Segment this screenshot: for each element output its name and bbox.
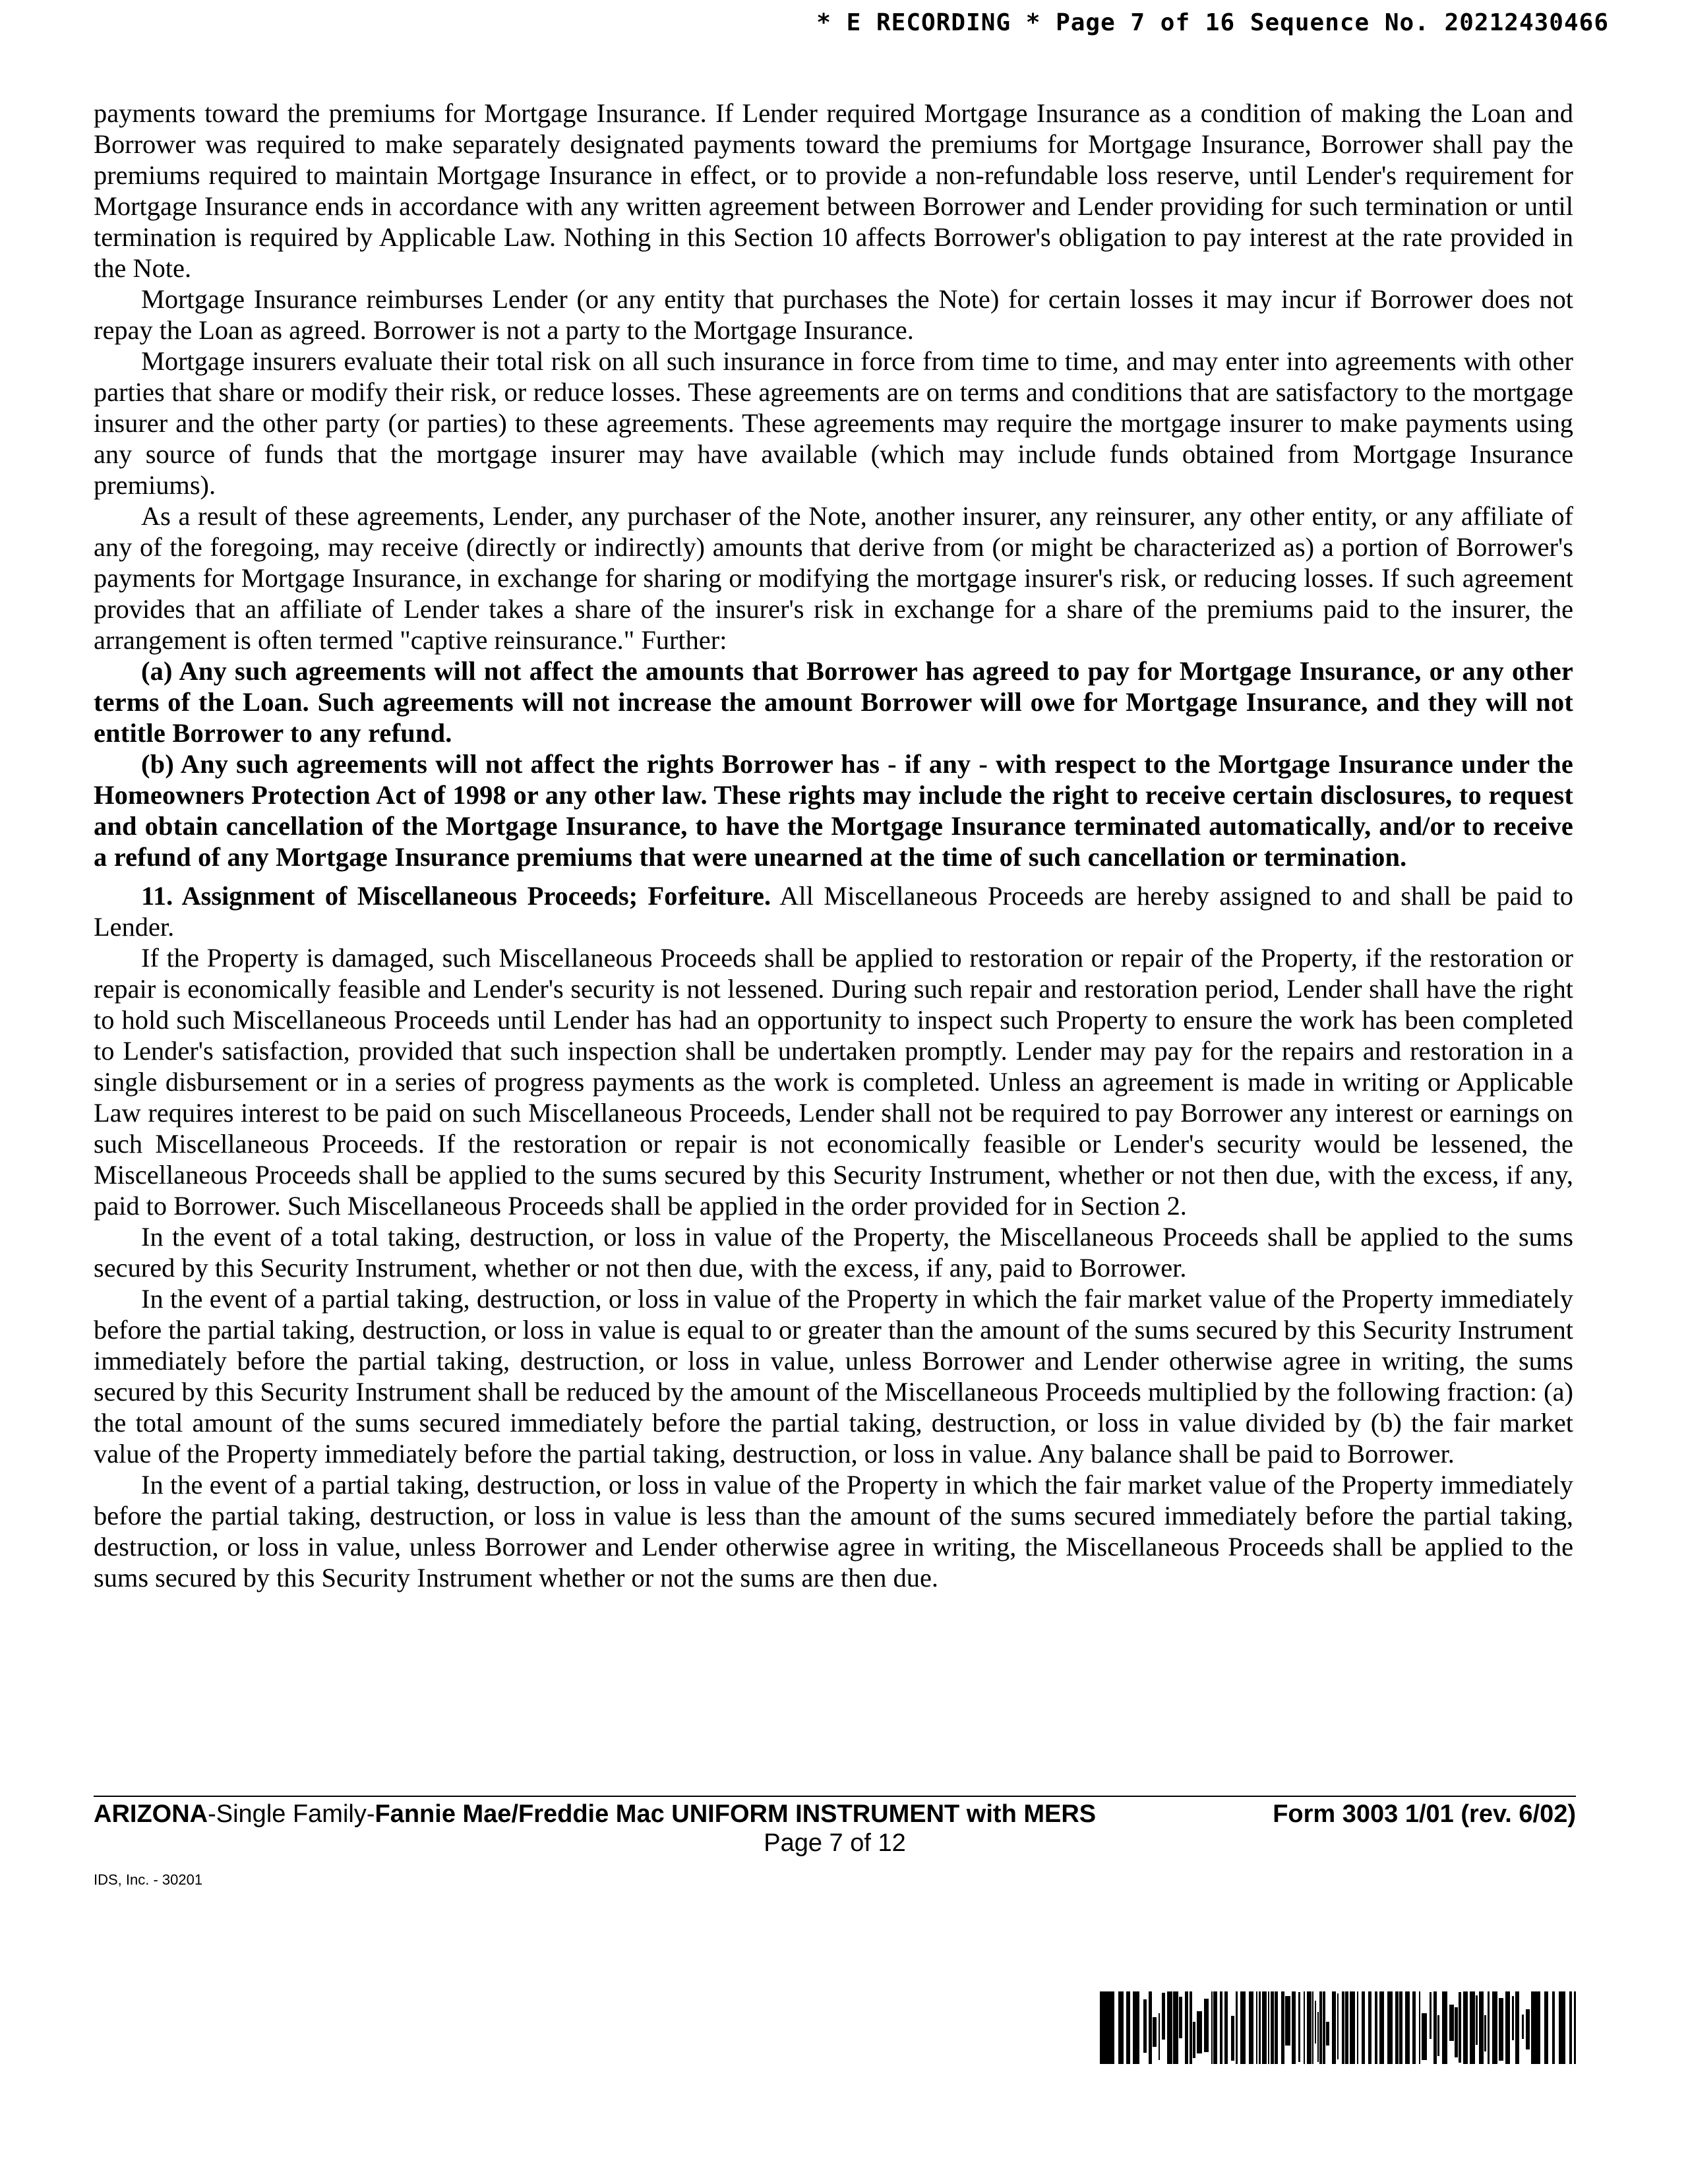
footer-state: ARIZONA	[94, 1800, 208, 1828]
section-11-intro-text: All Miscellaneous Proceeds are hereby assigned to and shall be paid to Lender.	[94, 881, 1573, 942]
footer-ids-code: IDS, Inc. - 30201	[94, 1871, 203, 1888]
paragraph-partial-taking-greater: In the event of a partial taking, destruction, or loss in value of the Property in which the fair market value of the Property immediately before the partial taking, destruction, or loss in value is equal to or greater than the amount of the sums secured by this Security Instrument immediately before the partial taking, destruction, or loss in value, unless Borrower and Lender otherwise agree in writing, the sums secured by this Security Instrument shall be reduced by the amount of the Miscellaneous Proceeds multiplied by the following fraction: (a) the total amount of the sums secured immediately before the partial taking, destruction, or loss in value divided by (b) the fair market value of the Property immediately before the partial taking, destruction, or loss in value. Any balance shall be paid to Borrower.	[94, 1284, 1573, 1469]
footer-form-line	[94, 1799, 1576, 1829]
section-11-intro	[94, 880, 1573, 942]
paragraph-clause-a: (a) Any such agreements will not affect the amounts that Borrower has agreed to pay for Mortgage Insurance, or any other terms of the Loan. Such agreements will not increase the amount Borrower will owe for Mortgage Insurance, and they will not entitle Borrower to any refund.	[94, 656, 1573, 748]
paragraph-agreements-result: As a result of these agreements, Lender, any purchaser of the Note, another insurer, any reinsurer, any other entity, or any affiliate of any of the foregoing, may receive (directly or indirectly) amounts that derive from (or might be characterized as) a portion of Borrower's payments for Mortgage Insurance, in exchange for sharing or modifying the mortgage insurer's risk, or reducing losses. If such agreement provides that an affiliate of Lender takes a share of the insurer's risk in exchange for a share of the premiums paid to the insurer, the arrangement is often termed "captive reinsurance." Further:	[94, 501, 1573, 655]
paragraph-mortgage-insurance-reimburses: Mortgage Insurance reimburses Lender (or any entity that purchases the Note) for certain losses it may incur if Borrower does not repay the Loan as agreed. Borrower is not a party to the Mortgage Insurance.	[94, 284, 1573, 345]
recording-header: * E RECORDING * Page 7 of 16 Sequence No. 20212430466	[816, 9, 1609, 36]
paragraph-mortgage-insurers-evaluate: Mortgage insurers evaluate their total risk on all such insurance in force from time to time, and may enter into agreements with other parties that share or modify their risk, or reduce losses. These agreements are on terms and conditions that are satisfactory to the mortgage insurer and the other party (or parties) to these agreements. These agreements may require the mortgage insurer to make payments using any source of funds that the mortgage insurer may have available (which may include funds obtained from Mortgage Insurance premiums).	[94, 346, 1573, 500]
paragraph-total-taking: In the event of a total taking, destruction, or loss in value of the Property, the Miscellaneous Proceeds shall be applied to the sums secured by this Security Instrument, whether or not then due, with the excess, if any, paid to Borrower.	[94, 1222, 1573, 1283]
footer-page-number: Page 7 of 12	[764, 1829, 906, 1857]
document-body	[94, 98, 1573, 1593]
footer-separator: -Single Family-	[208, 1800, 375, 1828]
section-11-heading: 11. Assignment of Miscellaneous Proceeds; Forfeiture.	[141, 881, 771, 911]
paragraph-partial-taking-less: In the event of a partial taking, destruction, or loss in value of the Property in which the fair market value of the Property immediately before the partial taking, destruction, or loss in value is less than the amount of the sums secured immediately before the partial taking, destruction, or loss in value, unless Borrower and Lender otherwise agree in writing, the Miscellaneous Proceeds shall be applied to the sums secured by this Security Instrument whether or not the sums are then due.	[94, 1470, 1573, 1592]
footer-form-number: Form 3003 1/01 (rev. 6/02)	[1273, 1800, 1576, 1828]
paragraph-clause-b: (b) Any such agreements will not affect the rights Borrower has - if any - with respect to the Mortgage Insurance under the Homeowners Protection Act of 1998 or any other law. These rights may include the right to receive certain disclosures, to request and obtain cancellation of the Mortgage Insurance, to have the Mortgage Insurance terminated automatically, and/or to receive a refund of any Mortgage Insurance premiums that were unearned at the time of such cancellation or termination.	[94, 749, 1573, 872]
barcode-image	[1100, 1991, 1576, 2064]
paragraph-property-damaged: If the Property is damaged, such Miscellaneous Proceeds shall be applied to restoration or repair of the Property, if the restoration or repair is economically feasible and Lender's security is not lessened. During such repair and restoration period, Lender shall have the right to hold such Miscellaneous Proceeds until Lender has had an opportunity to inspect such Property to ensure the work has been completed to Lender's satisfaction, provided that such inspection shall be undertaken promptly. Lender may pay for the repairs and restoration in a single disbursement or in a series of progress payments as the work is completed. Unless an agreement is made in writing or Applicable Law requires interest to be paid on such Miscellaneous Proceeds, Lender shall not be required to pay Borrower any interest or earnings on such Miscellaneous Proceeds. If the restoration or repair is not economically feasible or Lender's security would be lessened, the Miscellaneous Proceeds shall be applied to the sums secured by this Security Instrument, whether or not then due, with the excess, if any, paid to Borrower. Such Miscellaneous Proceeds shall be applied in the order provided for in Section 2.	[94, 943, 1573, 1221]
footer-instrument: Fannie Mae/Freddie Mac UNIFORM INSTRUMENT with MERS	[375, 1800, 1097, 1828]
footer-divider	[94, 1796, 1576, 1797]
paragraph-mortgage-insurance-payments: payments toward the premiums for Mortgage Insurance. If Lender required Mortgage Insurance as a condition of making the Loan and Borrower was required to make separately designated payments toward the premiums for Mortgage Insurance, Borrower shall pay the premiums required to maintain Mortgage Insurance in effect, or to provide a non-refundable loss reserve, until Lender's requirement for Mortgage Insurance ends in accordance with any written agreement between Borrower and Lender providing for such termination or until termination is required by Applicable Law. Nothing in this Section 10 affects Borrower's obligation to pay interest at the rate provided in the Note.	[94, 98, 1573, 283]
